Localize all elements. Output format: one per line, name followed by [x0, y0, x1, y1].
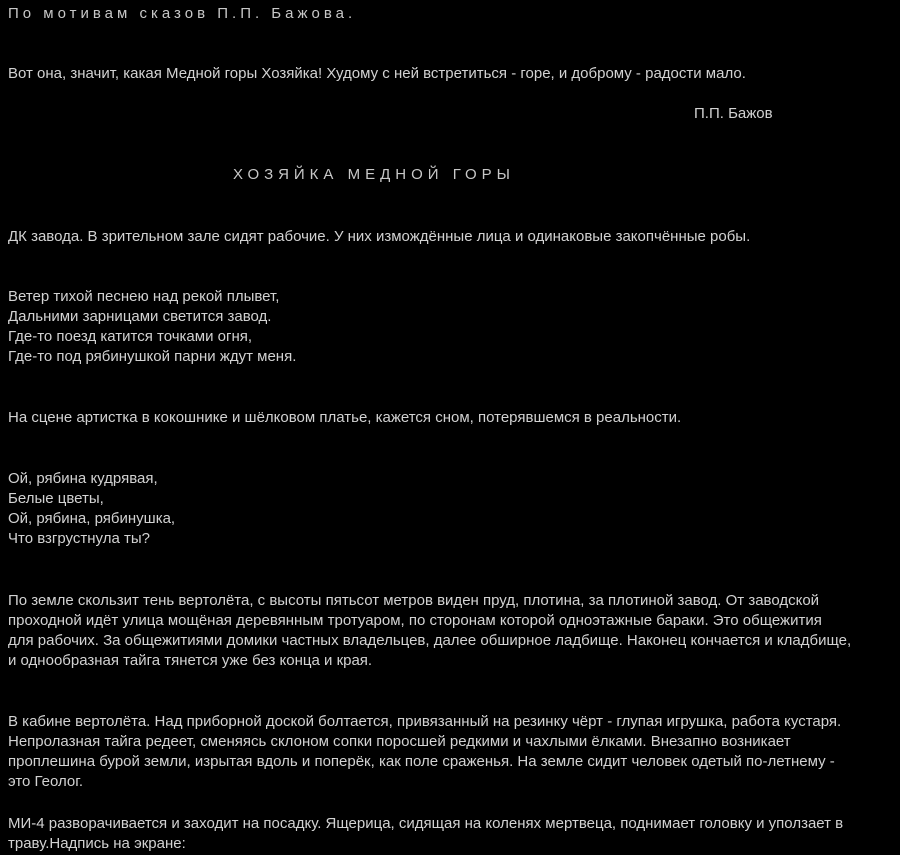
song-line: Ой, рябина кудрявая,	[8, 470, 158, 487]
scene-direction-3-line: для рабочих. За общежитиями домики частных владельцев, далее обширное ладбище. Наконец кончается и кладбище,	[8, 632, 852, 649]
scene-direction-5-line: МИ-4 разворачивается и заходит на посадку. Ящерица, сидящая на коленях мертвеца, поднимает головку и уползает в	[8, 815, 844, 832]
song-line: Ой, рябина, рябинушка,	[8, 510, 176, 527]
song-line: Ветер тихой песнею над рекой плывет,	[8, 288, 280, 305]
song-line: Где-то поезд катится точками огня,	[8, 328, 253, 345]
page-title: ХОЗЯЙКА МЕДНОЙ ГОРЫ	[233, 166, 515, 183]
scene-direction-2: На сцене артистка в кокошнике и шёлковом платье, кажется сном, потерявшемся в реальности.	[8, 409, 682, 426]
scene-direction-4-line: это Геолог.	[8, 773, 84, 790]
scene-direction-4-line: проплешина бурой земли, изрытая вдоль и поперёк, как поле сраженья. На земле сидит человек одетый по-летнему -	[8, 753, 835, 770]
epigraph-author: П.П. Бажов	[694, 105, 773, 122]
song-line: Белые цветы,	[8, 490, 104, 507]
epigraph-text: Вот она, значит, какая Медной горы Хозяйка! Худому с ней встретиться - горе, и доброму - радости мало.	[8, 65, 746, 82]
header-text: По мотивам сказов П.П. Бажова.	[8, 5, 357, 22]
scene-direction-3-line: По земле скользит тень вертолёта, с высоты пятьсот метров виден пруд, плотина, за плотиной завод. От заводской	[8, 592, 820, 609]
scene-direction-4-line: В кабине вертолёта. Над приборной доской болтается, привязанный на резинку чёрт - глупая игрушка, работа кустаря.	[8, 713, 842, 730]
song-line: Что взгрустнула ты?	[8, 530, 150, 547]
song-line: Дальними зарницами светится завод.	[8, 308, 272, 325]
scene-direction-5-line: траву.Надпись на экране:	[8, 835, 186, 852]
scene-direction-3-line: и однообразная тайга тянется уже без конца и края.	[8, 652, 373, 669]
song-line: Где-то под рябинушкой парни ждут меня.	[8, 348, 297, 365]
scene-direction-3-line: проходной идёт улица мощёная деревянным тротуаром, по сторонам которой одноэтажные бараки. Это общежития	[8, 612, 822, 629]
scene-direction-4-line: Непролазная тайга редеет, сменяясь склоном сопки поросшей редкими и чахлыми ёлками. Внезапно возникает	[8, 733, 791, 750]
scene-direction-1: ДК завода. В зрительном зале сидят рабочие. У них измождённые лица и одинаковые закопчённые робы.	[8, 228, 751, 245]
